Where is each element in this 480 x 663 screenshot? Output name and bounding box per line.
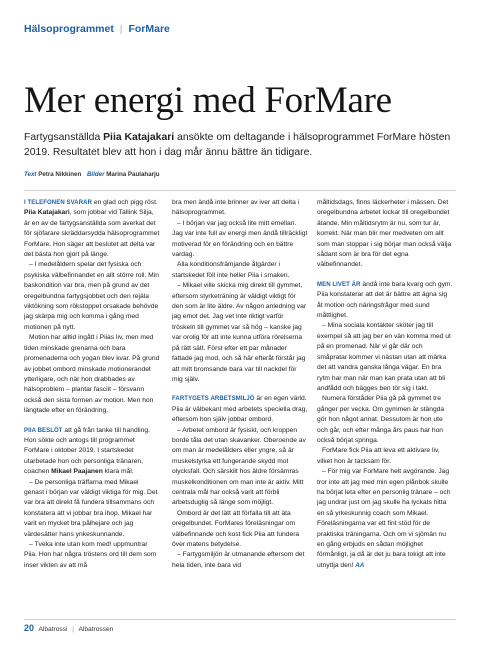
byline-photo-author: Marina Paulaharju <box>106 171 160 178</box>
paragraph: bra men ändå inte brinner av iver att delta i hälsoprogrammet. <box>172 199 300 217</box>
page-footer <box>24 623 113 633</box>
paragraph-text: en glad och pigg röst. <box>92 199 158 206</box>
body-column-3 <box>317 198 453 614</box>
byline-text-author: Petra Nikkinen <box>38 171 82 178</box>
paragraph-lead-in: I TELEFONEN SVARAR <box>24 200 93 206</box>
paragraph: – Fartygsmiljön är utmanande eftersom det hela tiden, inte bara vid <box>172 551 305 569</box>
paragraph <box>317 280 453 322</box>
paragraph-lead-in: PIIA BESLÖT <box>24 427 63 434</box>
paragraph <box>172 394 308 425</box>
paragraph-text: att gå från tanke till handling. Hon sökte och antogs till programmet ForMare i oktober 2019. I startskedet utarbetade hon och personliga tränaren, coachen <box>24 426 150 476</box>
paragraph: – I medelåldern spelar det fysiska och psykiska välbefinnandet en allt större roll. Min baskondition var bra, men på grund av det oregelbundna fartygsjobbet och den rejäla viktökning som rökstoppet orsakade behövde jag skärpa mig och komma i gång med motionen på nytt. <box>24 261 159 331</box>
paragraph-text: – För mig var ForMare helt avgörande. Jag tror inte att jag med min egen plånbok skulle ha börjat leta efter en personlig tränare – och jag undrar just om jag skulle ha lyckats hitta en så yrkeskunnig coach som Mikael. Föreläsningarna var ett fint stöd för de praktiska träningarna. Och om vi sjömän nu en gång erbjuds en sådan möjlighet förmånligt, ja då är det ju bara tokigt att inte utnyttja den! <box>317 468 451 569</box>
paragraph: Numera förståder Piia gå på gymmet tre gånger per vecka. Om gymmen är stängda gör hon något annat. Dessutom är hon ute och går, och efter många års paus har hon också börjat springa. <box>317 395 445 444</box>
paragraph: Motion har alltid ingått i Piias liv, men med tiden minskade grenarna och bara promenaderna och yogan blev kvar. På grund av jobbet ombord minskade motionerandet ytterligare, och när hon drabbades av hälsoproblem – plantar fasciit – försvann också den sista formen av motion. Men hon längtade efter en förändring. <box>24 334 160 415</box>
byline-text-label: Text <box>24 171 37 178</box>
paragraph-lead-in: MEN LIVET ÄR <box>317 281 361 288</box>
paragraph: Ombord är det lätt att förfalla till att äta oregelbundet. ForMares föreläsningar om välbefinnande och kost fick Piia att fundera över matens betydelse. <box>172 509 300 548</box>
paragraph <box>24 426 160 478</box>
person-name: Mikael Paajanen <box>51 468 103 476</box>
lead-person-name: Piia Katajakari <box>103 132 175 143</box>
paragraph-text: är en egen värld. Piia är välbekant med arbetets speciella drag, eftersom hon själv jobbar ombord. <box>172 395 308 424</box>
byline-photo-label: Bilder <box>86 171 105 178</box>
top-divider <box>24 190 456 191</box>
article-title: Mer energi med ForMare <box>24 80 392 121</box>
body-column-1 <box>24 198 160 614</box>
lead-text-end: ansökte om deltagande i hälsoprogrammet ForMare hösten 2019. Resultatet blev att hon i dag mår ännu bättre än tidigare. <box>24 132 451 158</box>
paragraph: – De personliga träffarna med Mikael genast i början var väldigt viktiga för mig. Det var bra att direkt få fundera tillsammans och konstatera att vi jobbar bra ihop. Mikael har varit en mycket bra pålhejare och jag värdesätter hans ynkeskunnande. <box>24 478 158 538</box>
byline <box>24 171 164 178</box>
section-header <box>24 23 170 35</box>
article-lead <box>24 130 464 160</box>
paragraph: – I början var jag också lite mitt emellan. Jag var inte full av energi men ändå tillräckligt motiverad för en förändring och en bättre vardag. <box>172 219 308 259</box>
paragraph: – Tveka inte utan kom med! uppmuntrar Piia. Hon har några tröstens ord till dem som inser vikten av att må <box>24 541 157 569</box>
paragraph: Alla konditionsfrämjande åtgärder i startskedet föll inte heller Piia i smaken. <box>172 261 290 279</box>
person-name: Piia Katajakari <box>24 209 70 217</box>
magazine-name-swedish: Albatrossen <box>78 626 114 633</box>
bottom-divider <box>24 619 456 620</box>
paragraph: – Arbetet ombord är fysiskt, och kroppen borde tåla det utan skavanker. Oberoende av om man är medelålders eller yngre, så är muskelstyrka ett fungerande skydd mot olycksfall. Och särskilt hos äldre försämras muskelkonditionen om man inte är aktiv. Mitt centrala mål har också varit att förbli arbetsduglig så länge som möjligt. <box>172 426 306 507</box>
page-number: 20 <box>24 623 35 633</box>
lead-text-start: Fartygsanställda <box>24 132 104 143</box>
magazine-name-finnish: Albatrossi <box>38 626 68 633</box>
paragraph: måltidsdags, finns läckerheter i mässen. Det oregelbundna arbetet lockar till oregelbundet ätande. Min måltidsrytm är nu, som tur är, korrekt. När man blir mer medveten om allt som man stoppar i sig börjar man också välja sådant som är bra för det egna välbefinnandet. <box>317 199 452 269</box>
paragraph: – Mikael ville skicka mig direkt till gymmet, eftersom styrketräning är väldigt viktigt för den som är lite äldre. Av någon anledning var jag emot det. Jag vet inte riktigt varför tröskeln till gymmet var så hög – kanske jag var orolig för att inte kunna utföra rörelserna på rätt sätt. Först efter ett par månader fattade jag mod, och så här efteråt förstår jag att mitt bromsande bara var till nackdel för mig själv. <box>172 282 307 383</box>
paragraph: – Mina sociala kontakter sköter jag till exempel så att jag ber en vän komma med ut på en promenad. När vi går där och småpratar kommer vi nästan utan att märka det att vandra ganska långa vägar. En bra rytm har man när man kan prata utan att bli andfådd och bägges ben tör sig i takt. <box>317 322 451 392</box>
body-column-2 <box>172 198 308 614</box>
paragraph <box>24 198 160 260</box>
paragraph: ForMare fick Piia att leva ett aktivare liv, vilket hon är tacksam för. <box>317 447 440 465</box>
footer-separator: | <box>72 626 74 633</box>
paragraph-lead-in: FARTYGETS ARBETSMILJÖ <box>172 396 255 403</box>
paragraph-text: klara mål. <box>102 468 134 476</box>
brand-label: ForMare <box>128 23 170 35</box>
paragraph <box>317 467 453 571</box>
paragraph-text: ändå inte bara kvarg och gym. Piia konstaterar att det är bättre att ägna sig åt motion och näringsfrågor med sund måttlighet. <box>317 280 453 320</box>
section-label: Hälsoprogrammet <box>24 23 114 35</box>
end-mark: AA <box>355 561 365 569</box>
paragraph-text: , som jobbar vid Tallink Silja, är en av de fartygsanställda som averkat det för sjöfarare skräddarsydda hälsoprogrammet ForMare. Hon säger att beslutet att delta var det bästa hon gjort på länge. <box>24 209 160 259</box>
header-separator: | <box>119 23 123 35</box>
